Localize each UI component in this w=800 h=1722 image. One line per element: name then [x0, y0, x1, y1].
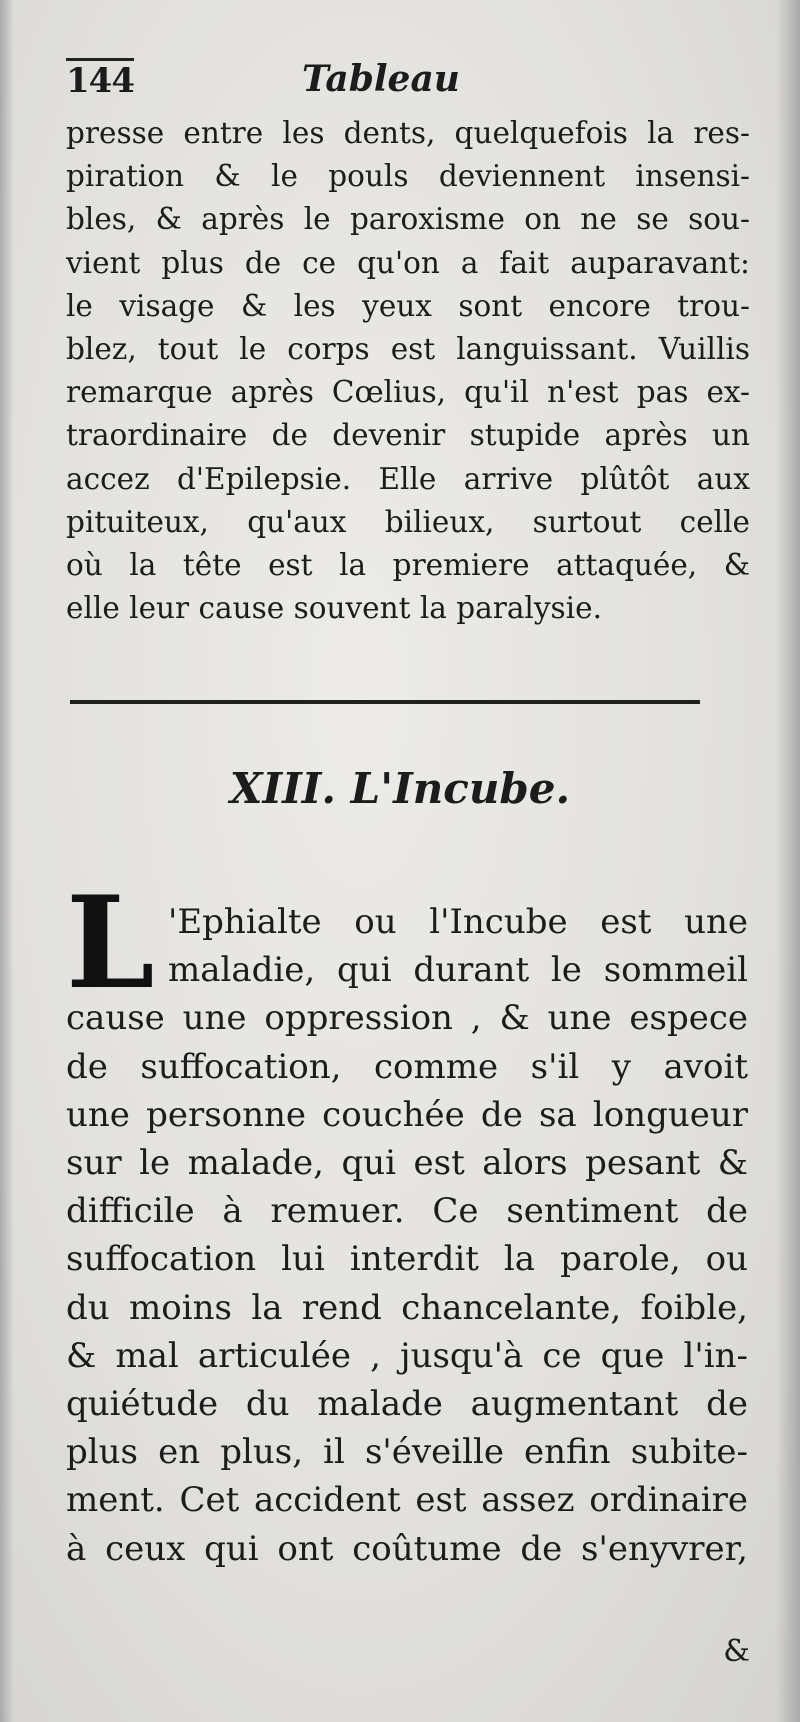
text-line: elle leur cause souvent la paralysie.: [66, 591, 602, 626]
text-line: bles, & après le paroxisme on ne se sou-: [66, 202, 750, 237]
text-line: du moins la rend chancelante, foible,: [66, 1287, 748, 1328]
text-line: 'Ephialte ou l'Incube est une: [168, 902, 748, 942]
text-line: presse entre les dents, quelquefois la res-: [66, 116, 750, 150]
text-line: une personne couchée de sa longueur: [66, 1094, 748, 1135]
text-line: & mal articulée , jusqu'à ce que l'in-: [66, 1335, 748, 1376]
text-line: quiétude du malade augmentant de: [66, 1384, 748, 1425]
running-head: [66, 56, 696, 108]
text-line: pituiteux, qu'aux bilieux, surtout celle: [66, 504, 750, 539]
running-title: Tableau: [302, 58, 460, 100]
text-line: remarque après Cœlius, qu'il n'est pas ex-: [66, 375, 750, 410]
text-line: blez, tout le corps est languissant. Vuillis: [66, 332, 750, 367]
text-line: cause une oppression , & une espece: [66, 998, 748, 1039]
text-line: plus en plus, il s'éveille enfin subite-: [66, 1432, 748, 1473]
text-line: accez d'Epilepsie. Elle arrive plûtôt aux: [66, 461, 750, 496]
text-line: piration & le pouls deviennent insensi-: [66, 159, 750, 194]
text-line: ment. Cet accident est assez ordinaire: [66, 1480, 748, 1521]
section-title: XIII. L'Incube.: [229, 764, 571, 813]
page-number: 144: [66, 58, 134, 101]
text-line: sur le malade, qui est alors pesant &: [66, 1143, 748, 1184]
text-line: difficile à remuer. Ce sentiment de: [66, 1191, 748, 1232]
paragraph-epilepsy: [66, 112, 750, 630]
text-line: le visage & les yeux sont encore trou-: [66, 288, 750, 323]
text-line: où la tête est la premiere attaquée, &: [66, 548, 750, 583]
catchword: &: [723, 1634, 750, 1669]
drop-cap: L: [66, 869, 155, 1017]
text-line: de suffocation, comme s'il y avoit: [66, 1046, 748, 1087]
text-line: traordinaire de devenir stupide après un: [66, 418, 750, 453]
text-line: suffocation lui interdit la parole, ou: [66, 1239, 748, 1280]
section-divider-rule: [70, 700, 700, 704]
text-line: vient plus de ce qu'on a fait auparavant:: [66, 245, 750, 280]
text-line: maladie, qui durant le sommeil: [168, 950, 748, 991]
text-line: à ceux qui ont coûtume de s'enyvrer,: [66, 1528, 748, 1569]
paragraph-incube: [66, 898, 748, 1573]
